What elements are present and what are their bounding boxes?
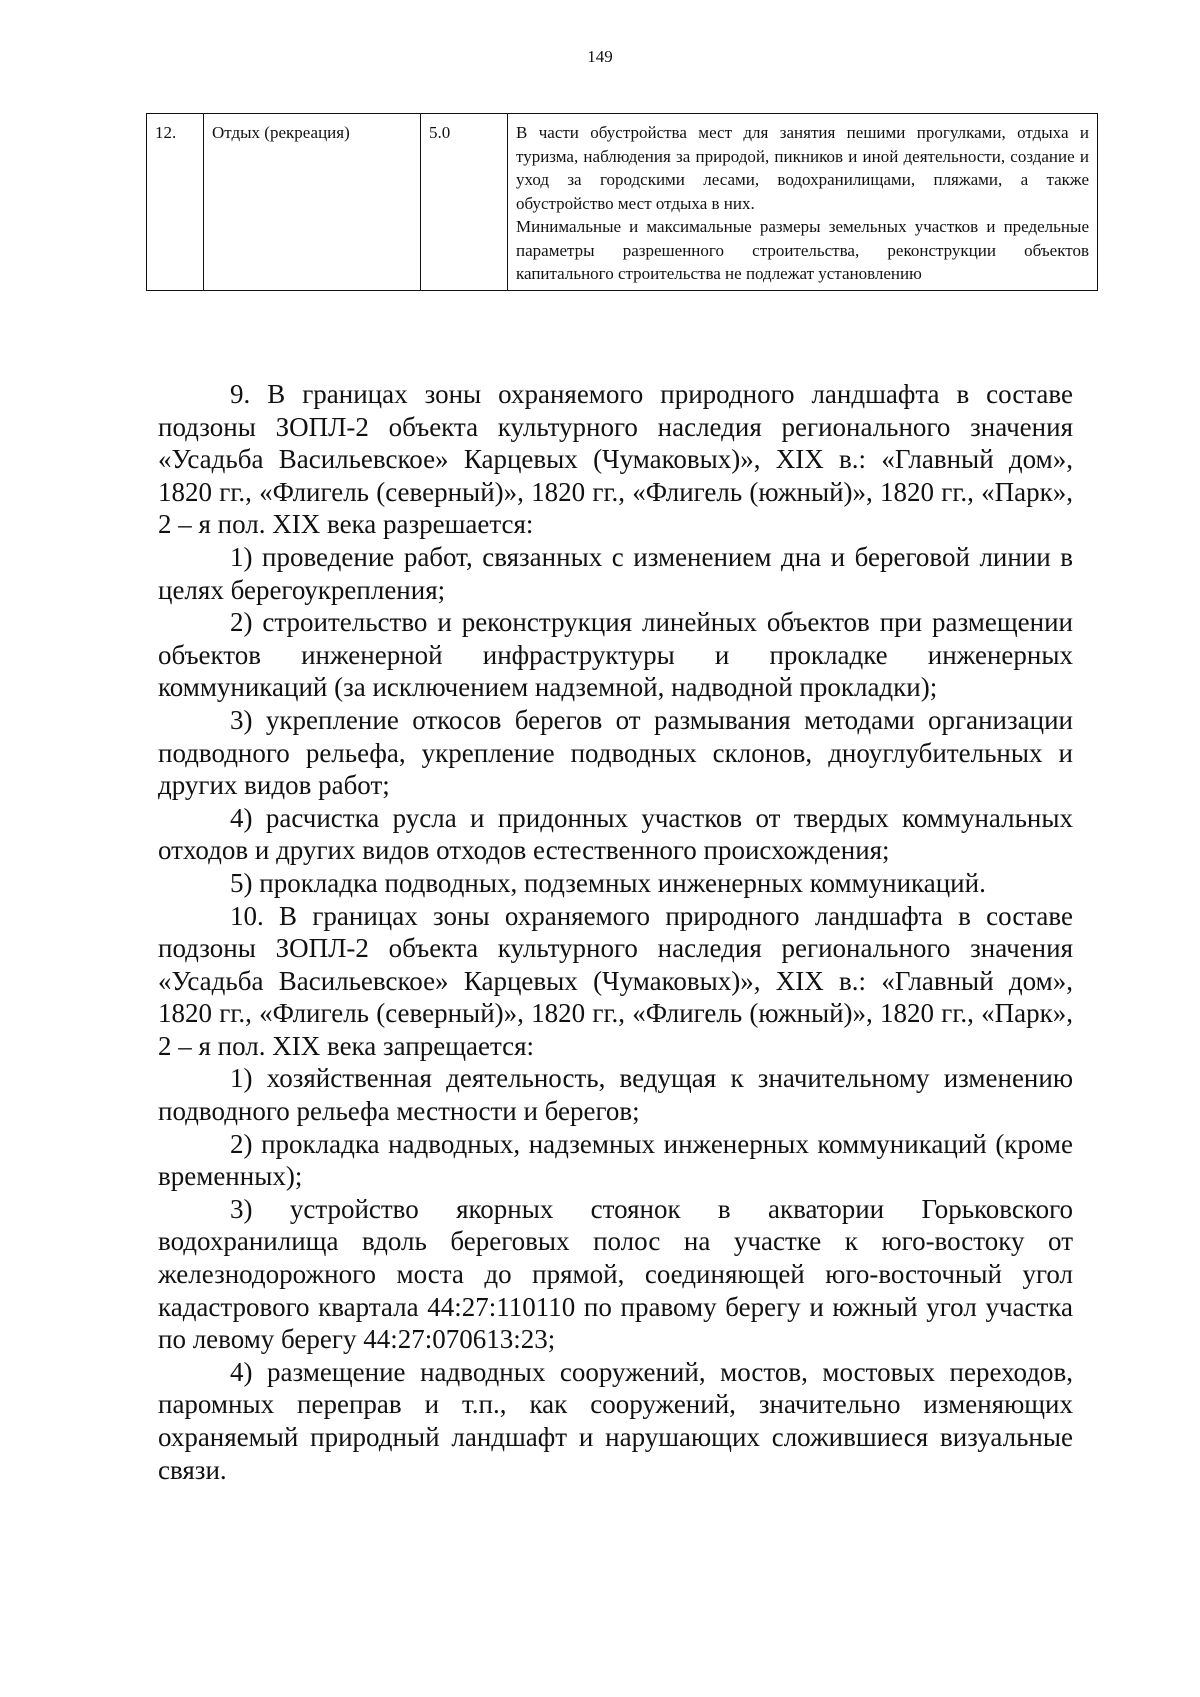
paragraph-10: 10. В границах зоны охраняемого природного ландшафта в составе подзоны ЗОПЛ-2 объекта культурного наследия регионального значения «Усадьба Васильевское» Карцевых (Чумаковых)», XIX в.: «Главный дом», 1820 гг., «Флигель (северный)», 1820 гг., «Флигель (южный)», 1820 гг., «Парк», 2 – я пол. XIX века запрещается: [158,900,1073,1061]
list-item: 3) устройство якорных стоянок в акватории Горьковского водохранилища вдоль береговых полос на участке к юго-востоку от железнодорожного моста до прямой, соединяющей юго-восточный угол кадастрового квартала 44:27:110110 по правому берегу и южный угол участка по левому берегу 44:27:070613:23; [158,1193,1073,1355]
page-number: 149 [587,47,613,66]
paragraph-9: 9. В границах зоны охраняемого природного ландшафта в составе подзоны ЗОПЛ-2 объекта культурного наследия регионального значения «Усадьба Васильевское» Карцевых (Чумаковых)», XIX в.: «Главный дом», 1820 гг., «Флигель (северный)», 1820 гг., «Флигель (южный)», 1820 гг., «Парк», 2 – я пол. XIX века разрешается: [158,379,1073,540]
list-item: 4) размещение надводных сооружений, мостов, мостовых переходов, паромных переправ и т.п., как сооружений, значительно изменяющих охраняемый природный ландшафт и нарушающих сложившиеся визуальные связи. [158,1356,1073,1485]
row-description-cell [508,114,1098,291]
row-code-cell: 5.0 [421,114,508,291]
description-paragraph: В части обустройства мест для занятия пешими прогулками, отдыха и туризма, наблюдения за природой, пикников и иной деятельности, создание и уход за городскими лесами, водохранилищами, пляжами, а также обустройство мест отдыха в них. [516,123,1089,213]
list-item: 2) прокладка надводных, надземных инженерных коммуникаций (кроме временных); [158,1128,1073,1192]
description-paragraph: Минимальные и максимальные размеры земельных участков и предельные параметры разрешенного строительства, реконструкции объектов капитального строительства не подлежат установлению [516,217,1089,283]
regulation-table [146,113,1098,291]
table-row [147,114,1098,291]
row-name-cell: Отдых (рекреация) [204,114,421,291]
list-item: 1) проведение работ, связанных с изменением дна и береговой линии в целях берегоукрепления; [158,541,1073,605]
list-item: 2) строительство и реконструкция линейных объектов при размещении объектов инженерной инфраструктуры и прокладке инженерных коммуникаций (за исключением надземной, надводной прокладки); [158,607,1073,703]
list-item: 5) прокладка подводных, подземных инженерных коммуникаций. [230,867,986,898]
list-item: 3) укрепление откосов берегов от размывания методами организации подводного рельефа, укрепление подводных склонов, дноуглубительных и других видов работ; [158,704,1073,801]
list-item: 4) расчистка русла и придонных участков от твердых коммунальных отходов и других видов отходов естественного происхождения; [158,802,1073,866]
row-number-cell: 12. [147,114,204,291]
document-body [158,378,1073,1486]
list-item: 1) хозяйственная деятельность, ведущая к значительному изменению подводного рельефа местности и берегов; [158,1063,1073,1127]
